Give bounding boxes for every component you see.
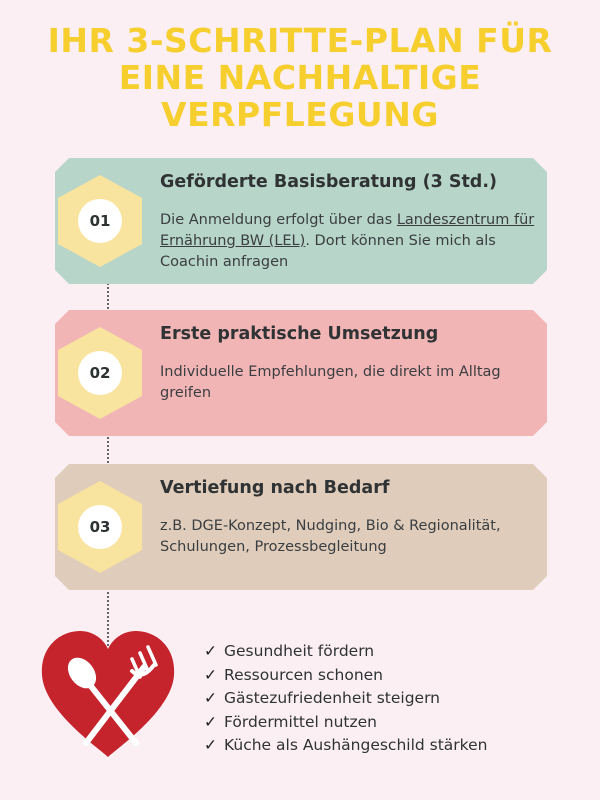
check-icon: ✓ (204, 642, 217, 660)
step-card-2 (55, 310, 547, 436)
step-badge-2 (54, 325, 146, 421)
step-text-1 (160, 210, 540, 273)
title-line-2: EINE NACHHALTIGE (118, 58, 482, 97)
step-card-1 (55, 158, 547, 284)
step-number-1: 01 (89, 212, 111, 230)
step-text-1-after: . Dort können Sie mich als Coachin anfragen (160, 233, 496, 270)
check-icon: ✓ (204, 736, 217, 754)
step-title-3: Vertiefung nach Bedarf (160, 478, 390, 498)
step-title-2: Erste praktische Umsetzung (160, 324, 439, 344)
benefit-item: ✓ Fördermittel nutzen (204, 711, 487, 735)
step-badge-3 (54, 479, 146, 575)
step-text-2: Individuelle Empfehlungen, die direkt im Alltag greifen (160, 364, 501, 401)
step-number-3: 03 (89, 518, 111, 536)
title-line-1: IHR 3-SCHRITTE-PLAN FÜR (47, 21, 553, 60)
heart-spoon-fork-icon (38, 625, 178, 760)
check-icon: ✓ (204, 665, 217, 684)
page-title (0, 22, 600, 133)
check-icon: ✓ (204, 712, 217, 731)
step-title-1: Geförderte Basisberatung (3 Std.) (160, 172, 497, 192)
step-card-3 (55, 464, 547, 590)
lel-link[interactable]: Landeszentrum für Ernährung BW (LEL) (160, 212, 535, 249)
check-icon: ✓ (204, 689, 217, 707)
benefit-item: ✓ Ressourcen schonen (204, 664, 487, 688)
step-text-1-before: Die Anmeldung erfolgt über das (160, 212, 397, 228)
benefit-item: ✓ Küche als Aushängeschild stärken (204, 734, 487, 758)
benefit-item: ✓ Gesundheit fördern (204, 640, 487, 664)
step-badge-1 (54, 173, 146, 269)
title-line-3: VERPFLEGUNG (161, 95, 439, 134)
step-text-3: z.B. DGE-Konzept, Nudging, Bio & Regionalität, Schulungen, Prozessbegleitung (160, 518, 501, 555)
step-number-2: 02 (89, 364, 111, 382)
benefits-list (204, 640, 487, 758)
benefit-item: ✓ Gästezufriedenheit steigern (204, 687, 487, 711)
